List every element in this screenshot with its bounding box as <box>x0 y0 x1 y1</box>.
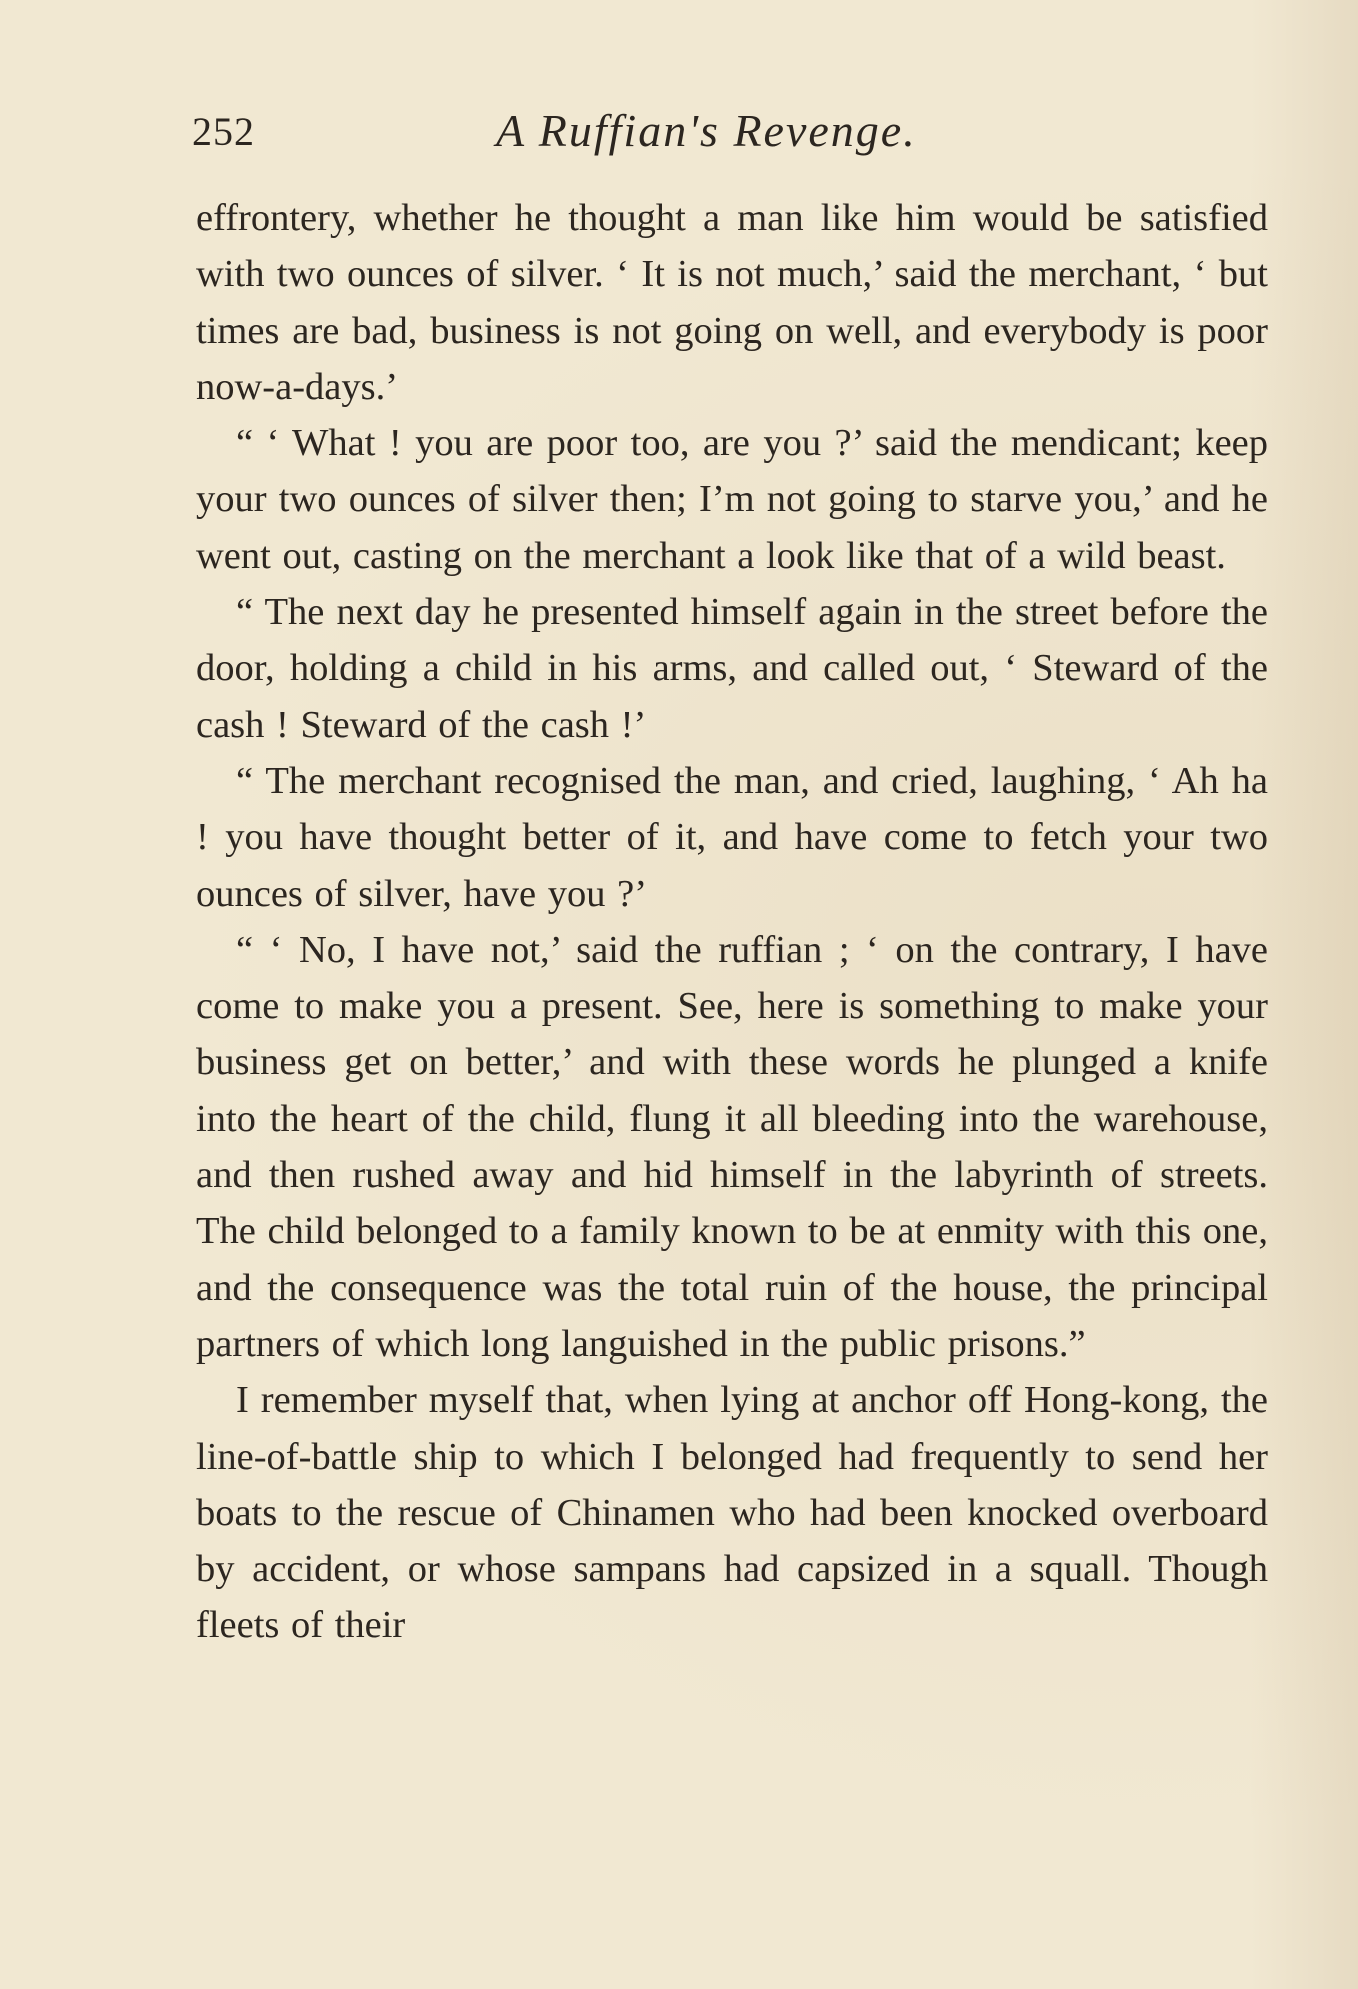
page-number: 252 <box>192 109 255 154</box>
paragraph: “ The next day he presented himself again in the street before the door, holding a child in his arms, and called out, ‘ Steward of the cash ! Steward of the cash !’ <box>196 591 1268 746</box>
running-title: A Ruffian's Revenge. <box>496 105 917 156</box>
paragraph: effrontery, whether he thought a man like him would be satisfied with two ounces of silver. ‘ It is not much,’ said the merchant, ‘ but times are bad, business is not going on well, and everybody is poor now-a-days.’ <box>196 197 1268 408</box>
paragraph: “ ‘ What ! you are poor too, are you ?’ said the mendicant; keep your two ounces of silver then; I’m not going to starve you,’ and he went out, casting on the merchant a look like that of a wild beast. <box>196 422 1268 577</box>
paragraph: I remember myself that, when lying at anchor off Hong-kong, the line-of-battle ship to which I belonged had frequently to send her boats to the rescue of Chinamen who had been knocked overboard by accident, or whose sampans had capsized in a squall. Though fleets of their <box>196 1379 1268 1647</box>
paragraph: “ The merchant recognised the man, and cried, laughing, ‘ Ah ha ! you have thought better of it, and have come to fetch your two ounces of silver, have you ?’ <box>196 759 1268 915</box>
book-page <box>192 104 1268 1654</box>
body-text <box>196 190 1268 1654</box>
page-header <box>192 104 1268 182</box>
paragraph: “ ‘ No, I have not,’ said the ruffian ; ‘ on the contrary, I have come to make you a present. See, here is something to make your business get on better,’ and with these words he plunged a knife into the heart of the child, flung it all bleeding into the warehouse, and then rushed away and hid himself in the labyrinth of streets. The child belonged to a family known to be at enmity with this one, and the consequence was the total ruin of the house, the principal partners of which long languished in the public prisons.” <box>196 928 1268 1365</box>
